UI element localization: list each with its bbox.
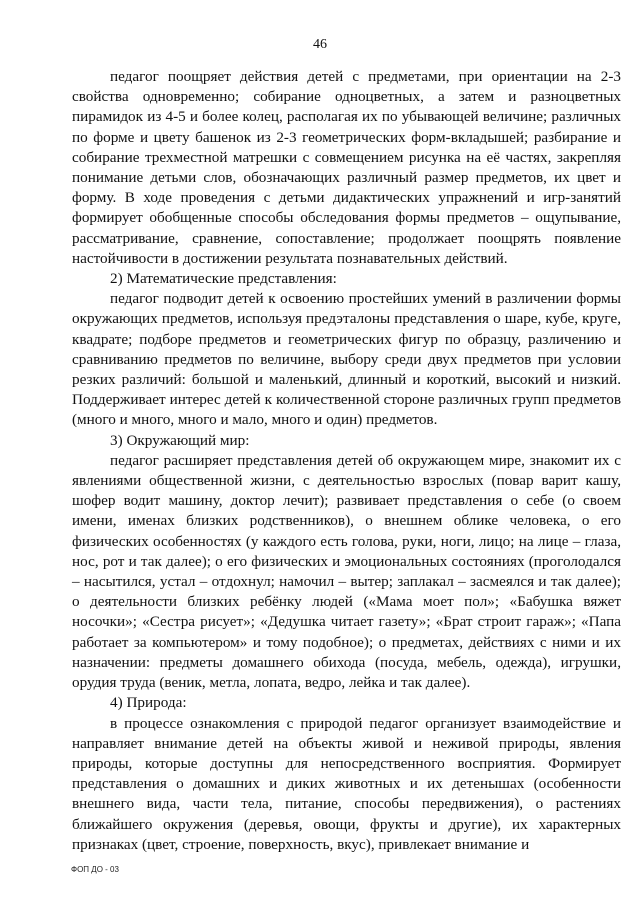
footer-code: ФОП ДО - 03	[71, 865, 119, 874]
heading-world: 3) Окружающий мир:	[110, 431, 250, 449]
body-text	[72, 67, 621, 855]
heading-nature: 4) Природа:	[110, 694, 187, 712]
paragraph-world: педагог расширяет представления детей об окружающем мире, знакомит их с явлениями общественной жизни, с деятельностью взрослых (повар варит кашу, шофер водит машину, доктор лечит); развивает представления о себе (о своем имени, именах близких родственников), о внешнем облике человека, о его физических особенностях (у каждого есть голова, руки, ноги, лицо; на лице – глаза, нос, рот и так далее); о его физических и эмоциональных состояниях (проголодался – насытился, устал – отдохнул; намочил – вытер; заплакал – засмеялся и так далее); о деятельности близких ребёнку людей («Мама моет пол»; «Бабушка вяжет носочки»; «Сестра рисует»; «Дедушка читает газету»; «Брат строит гараж»; «Папа работает за компьютером» и тому подобное); о предметах, действиях с ними и их назначении: предметы домашнего обихода (посуда, мебель, одежда), игрушки, орудия труда (веник, метла, лопата, ведро, лейка и так далее).	[72, 451, 621, 692]
paragraph-math: педагог подводит детей к освоению простейших умений в различении формы окружающих предметов, используя предэталоны представления о шаре, кубе, круге, квадрате; подборе предметов и геометрических фигур по образцу, различению и сравниванию предметов по величине, выбору среди двух предметов при условии резких различий: большой и маленький, длинный и короткий, высокий и низкий. Поддерживает интерес детей к количественной стороне различных групп предметов (много и много, много и мало, много и один) предметов.	[72, 290, 621, 429]
paragraph-nature: в процессе ознакомления с природой педагог организует взаимодействие и направляет внимание детей на объекты живой и неживой природы, явления природы, которые доступны для непосредственного восприятия. Формирует представления о домашних и диких животных и их детенышах (особенности внешнего вида, части тела, питание, способы передвижения), о растениях ближайшего окружения (деревья, овощи, фрукты и другие), их характерных признаках (цвет, строение, поверхность, вкус), привлекает внимание и	[72, 714, 621, 853]
heading-math: 2) Математические представления:	[110, 270, 337, 288]
page-number: 46	[313, 37, 327, 52]
paragraph-sensory: педагог поощряет действия детей с предметами, при ориентации на 2-3 свойства одновременно; собирание одноцветных, а затем и разноцветных пирамидок из 4-5 и более колец, располагая их по убывающей величине; различных по форме и цвету башенок из 2-3 геометрических форм-вкладышей; разбирание и собирание трехместной матрешки с совмещением рисунка на её частях, закрепляя понимание детьми слов, обозначающих различный размер предметов, их цвет и форму. В ходе проведения с детьми дидактических упражнений и игр-занятий формирует обобщенные способы обследования формы предметов – ощупывание, рассматривание, сравнение, сопоставление; продолжает поощрять появление настойчивости в достижении результата познавательных действий.	[72, 68, 621, 267]
